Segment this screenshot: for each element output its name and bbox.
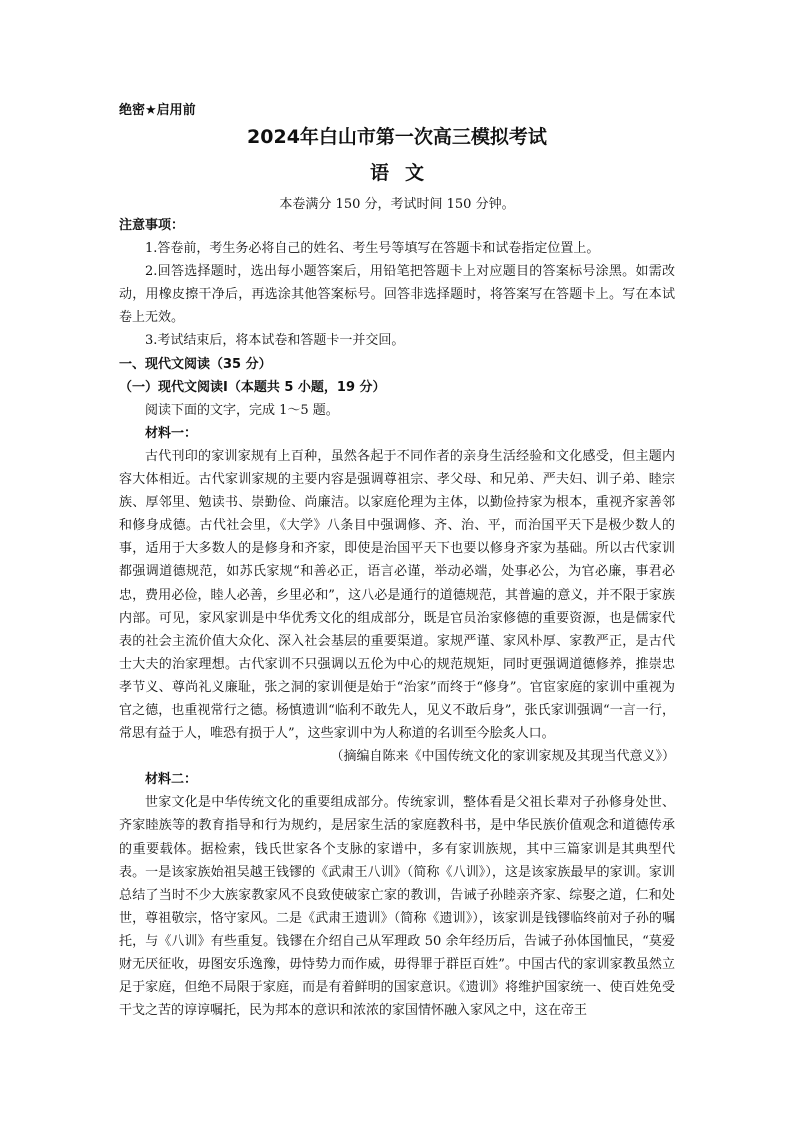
- instruction: 阅读下面的文字，完成 1～5 题。: [145, 402, 339, 418]
- notice-item-3: 3.考试结束后，将本试卷和答题卡一并交回。: [145, 333, 405, 349]
- subject-title: 语文: [369, 162, 440, 184]
- material-2-title: 材料二：: [145, 772, 198, 788]
- subsection-title: （一）现代文阅读Ⅰ（本题共 5 小题，19 分）: [119, 379, 386, 395]
- notice-title: 注意事项：: [119, 218, 185, 233]
- material-1-source: （摘编自陈来《中国传统文化的家训家规及其现当代意义》）: [330, 749, 675, 765]
- notice-item-2: 2.回答选择题时，选出每小题答案后，用铅笔把答题卡上对应题目的答案标号涂黑。如需改动，用橡皮擦干净后，再选涂其他答案标号。回答非选择题时，将答案写在答题卡上。写在本试卷上无效。: [119, 264, 675, 326]
- exam-title: 2024年白山市第一次高三模拟考试: [247, 126, 547, 148]
- confidential-label: 绝密★启用前: [119, 103, 196, 118]
- notice-item-1: 1.答卷前，考生务必将自己的姓名、考生号等填写在答题卡和试卷指定位置上。: [145, 241, 600, 257]
- section-title: 一、现代文阅读（35 分）: [119, 356, 272, 372]
- material-1-text: 古代刊印的家训家规有上百种，虽然各起于不同作者的亲身生活经验和文化感受，但主题内容大体相近。古代家训家规的主要内容是强调尊祖宗、孝父母、和兄弟、严夫妇、训子弟、睦宗族、厚邻里、勉读书、崇勤俭、尚廉洁。以家庭伦理为主体，以勤俭持家为根本，重视齐家善邻和修身成德。古代社会里，《大学》八条目中强调修、齐、治、平，而治国平天下是极少数人的事，适用于大多数人的是修身和齐家，即使是治国平天下也要以修身齐家为基础。所以古代家训都强调道德规范，如苏氏家规“和善必正，语言必谨，举动必端，处事必公，为官必廉，事君必忠，费用必俭，睦人必善，乡里必和”，这八必是通行的道德规范，其普遍的意义，并不限于家族内部。可见，家风家训是中华优秀文化的组成部分，既是官员治家修德的重要资源，也是儒家代表的社会主流价值大众化、深入社会基层的重要渠道。家规严谨、家风朴厚、家教严正，是古代士大夫的治家理想。古代家训不只强调以五伦为中心的规范规矩，同时更强调道德修养，推崇忠孝节义、尊尚礼义廉耻，张之洞的家训便是始于“治家”而终于“修身”。官宦家庭的家训中重视为官之德，也重视常行之德。杨慎遗训“临利不敢先人，见义不敢后身”，张氏家训强调“一言一行，常思有益于人，唯恐有损于人”，这些家训中为人称道的名训至今脍炙人口。: [119, 448, 675, 742]
- material-1-title: 材料一：: [145, 425, 198, 441]
- exam-body: [119, 214, 675, 1022]
- exam-meta: 本卷满分 150 分，考试时间 150 分钟。: [279, 197, 515, 212]
- material-2-text: 世家文化是中华传统文化的重要组成部分。传统家训，整体看是父祖长辈对子孙修身处世、齐家睦族等的教育指导和行为规约，是居家生活的家庭教科书，是中华民族价值观念和道德传承的重要载体。据检索，钱氏世家各个支脉的家谱中，多有家训族规，其中三篇家训是其典型代表。一是该家族始祖吴越王钱镠的《武肃王八训》（简称《八训》），这是该家族最早的家训。家训总结了当时不少大族家教家风不良致使破家亡家的教训，告诫子孙睦亲齐家、综娶之道，仁和处世，尊祖敬宗，恪守家风。二是《武肃王遗训》（简称《遗训》），该家训是钱镠临终前对子孙的嘱托，与《八训》有些重复。钱镠在介绍自己从军理政 50 余年经历后，告诫子孙体国恤民，“莫爱财无厌征收，毋图安乐逸豫，毋恃势力而作威，毋得罪于群臣百姓”。中国古代的家训家教虽然立足于家庭，但绝不局限于家庭，而是有着鲜明的国家意识。《遗训》将维护国家统一、使百姓免受干戈之苦的谆谆嘱托，民为邦本的意识和浓浓的家国情怀融入家风之中，这在帝王: [119, 795, 675, 1019]
